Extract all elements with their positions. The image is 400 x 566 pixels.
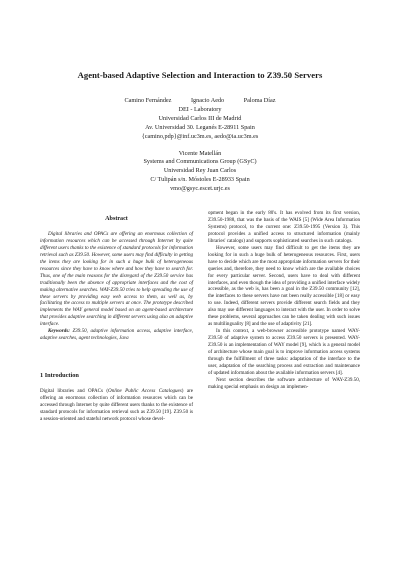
- body-paragraph: However, some users may find difficult to get the items they are looking for in such a huge bulk of heterogeneous resources. First, users have to decide which are the most appropriate information servers for their queries and, therefore, they need to know which are the available choices for every particular server. Second, users have to deal with different interfaces, and even though the idea of providing a unified interface widely accessible, as the web is, has been a goal in the Z39.50 community [12], the interfaces to these servers have not been really accessible [18] or easy to use. Indeed, different servers provide different search fields and they also may use different languages to interact with the user. In order to solve these problems, several approaches can be taken dealing with such issues as multilinguality [8] and the use of adaptivity [21].: [208, 244, 360, 328]
- abstract-heading: Abstract: [105, 216, 128, 222]
- affiliation-line: C/ Tulipán s/n. Móstoles E-28933 Spain: [150, 176, 250, 184]
- affiliation-line: Systems and Communications Group (GSyC): [143, 158, 257, 166]
- keywords-label: Keywords:: [48, 328, 70, 335]
- abstract-text: Digital libraries and OPACs are offering an enormous collection of information resources which can be accessed through Internet by quite different users thanks to the existence of standard protocols for information retrieval such as Z39.50. However, some users may find difficulty in getting the items they are looking for in such a huge bulk of heterogeneous resources since they have to know where and how they have to search for. Thus, one of the main reasons for the disregard of the Z39.50 service has traditionally been the absence of appropriate interfaces and the cost of making alternative searches. WAY-Z39.50 tries to help spreading the use of these servers by providing easy web access to them, as well as, by facilitating the access to multiple servers at once. The prototype described implements the WAY general model based on an agent-based architecture that provides adaptive searching in different servers using also an adaptive interface.: [40, 230, 193, 328]
- body-paragraph: Next section describes the software architecture of WAY-Z39.50, making special emphasis on design an implemen-: [208, 376, 360, 390]
- affiliation-line: Av. Universidad 30. Leganés E-28911 Spain: [145, 123, 255, 131]
- left-column: [40, 216, 193, 423]
- right-column: [208, 210, 360, 391]
- author-name: Ignacio Aedo: [190, 97, 225, 104]
- affiliation-line: DEI - Laboratory: [178, 105, 222, 113]
- author-name: Vicente Matellán: [178, 149, 222, 157]
- body-paragraph: In this context, a web-browser accessible prototype named WAY-Z39.50 of adaptive system to access Z39.50 servers is presented. WAY-Z39.50 is an implementation of WAY model [9], which is a general model of architecture whose main goal is to improve information access systems through the fulfillment of three tasks: adaptation of the interface to the user, adaptation of the searching process and extraction and maintenance of updated information about the available information servers [4].: [208, 328, 360, 376]
- affiliation-line: Universidad Carlos III de Madrid: [158, 114, 242, 122]
- body-paragraph: opment began in the early 80's. It has evolved from its first version, Z39.50-1988, that was the basis of the WAIS [5] (Wide Area Information Systems) protocol, to the current one: Z39.50-1995 (Version 3). This protocol provides a unified access to structured information (mainly libraries' catalogs) and supports sophisticated searches in such catalogs.: [208, 210, 360, 244]
- author-emails: vmo@gsyc.escet.urjc.es: [170, 185, 230, 193]
- author-emails: {camino,pdp}@inf.uc3m.es, aedo@ia.uc3m.es: [141, 132, 259, 140]
- keywords: [40, 328, 193, 342]
- author-names: [60, 97, 340, 106]
- abstract: [40, 231, 193, 342]
- paper-title: Agent-based Adaptive Selection and Interaction to Z39.50 Servers: [77, 70, 323, 80]
- author-name: Camino Fernández: [124, 97, 172, 104]
- section-heading-introduction: 1 Introduction: [40, 372, 79, 380]
- affiliation-line: Universidad Rey Juan Carlos: [163, 167, 237, 175]
- body-paragraph: Digital libraries and OPACs (Online Public Access Catalogues) are offering an enormous collection of information resources which can be accessed through Internet by quite different users thanks to the existence of standard protocols for information retrieval such as Z39.50 [19]. Z39.50 is a session-oriented and stateful network protocol whose devel-: [40, 388, 193, 422]
- author-name: Paloma Díaz: [243, 97, 276, 104]
- keywords-text: Z39.50, adaptive information access, adaptive interface, adaptive searches, agent technologies, Java: [40, 328, 193, 342]
- author-block: [60, 97, 340, 194]
